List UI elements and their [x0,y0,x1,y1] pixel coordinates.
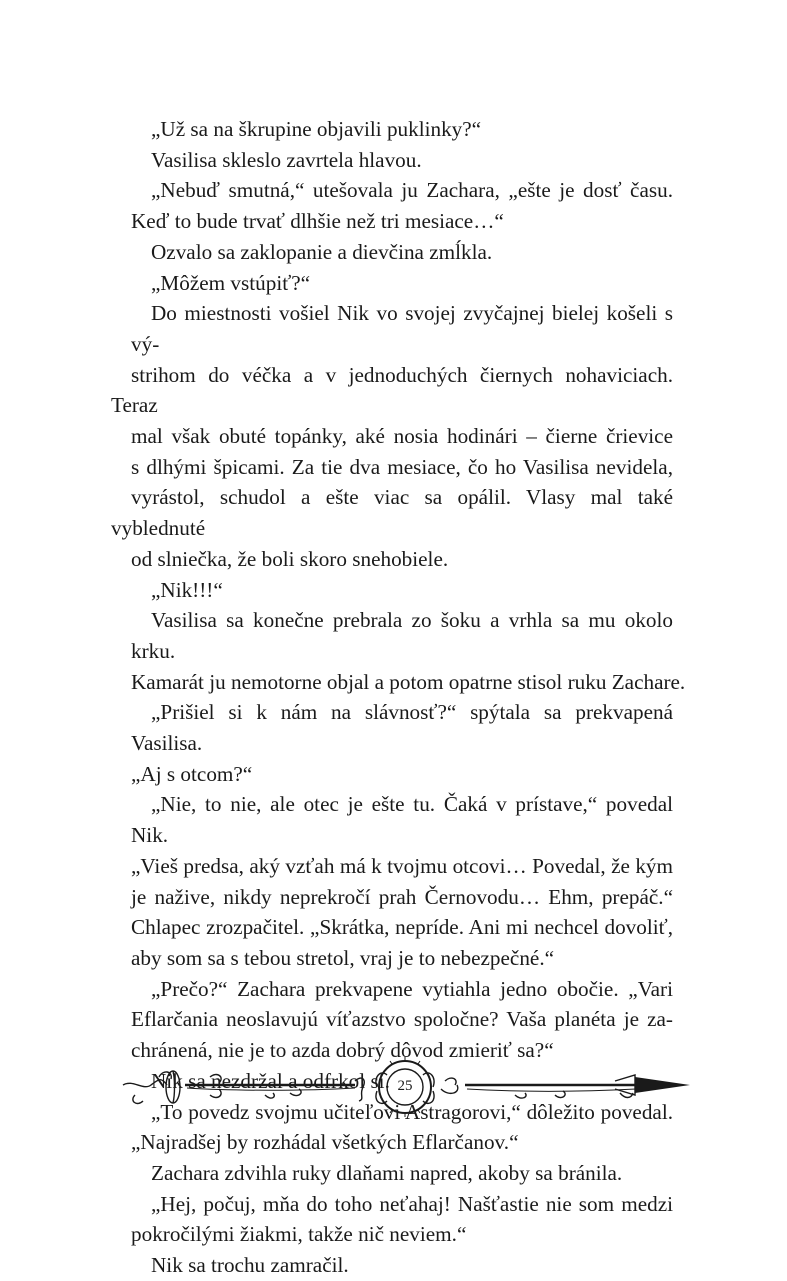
text-line: Eflarčania neoslavujú víťazstvo spoločne? Vaša planéta je za- [131,1007,673,1032]
paragraph [131,1158,673,1189]
paragraph [111,298,673,574]
text-line: Ozvalo sa zaklopanie a dievčina zmĺkla. [151,239,493,264]
text-line: „Prišiel si k nám na slávnosť?“ spýtala sa prekvapená Vasilisa. [131,700,673,756]
text-line: „Už sa na škrupine objavili puklinky?“ [151,117,482,141]
text-line: od slniečka, že boli skoro snehobiele. [131,546,449,571]
text-line: Nik sa nezdržal a odfrkol si. [151,1068,390,1093]
paragraph [131,1189,673,1250]
text-line: mal však obuté topánky, aké nosia hodinári – čierne črievice [131,424,673,449]
text-line: „Nie, to nie, ale otec je ešte tu. Čaká v prístave,“ povedal Nik. [131,792,673,848]
page-number: 25 [397,1078,413,1094]
text-line: vyrástol, schudol a ešte viac sa opálil. Vlasy mal také vyblednuté [111,485,673,541]
text-line: Chlapec zrozpačitel. „Skrátka, nepríde. Ani mi nechcel dovoliť, [131,915,673,940]
paragraph [131,175,673,236]
paragraph [131,697,673,789]
text-line: „Prečo?“ Zachara prekvapene vytiahla jedno obočie. „Vari [151,976,673,1001]
paragraph [131,974,673,1066]
text-line: „Môžem vstúpiť?“ [151,270,311,295]
text-line: „Nebuď smutná,“ utešovala ju Zachara, „ešte je dosť času. [151,178,673,203]
text-line: „Nik!!!“ [151,577,223,602]
text-line: s dlhými špicami. Za tie dva mesiace, čo ho Vasilisa nevidela, [131,454,673,479]
footer-ornament [115,1055,695,1125]
text-line: Kamarát ju nemotorne objal a potom opatrne stisol ruku Zachare. [131,669,686,694]
text-line: aby som sa s tebou stretol, vraj je to nebezpečné.“ [131,945,555,970]
text-line: „Aj s otcom?“ [131,761,253,786]
paragraph [131,145,673,176]
text-line: „To povedz svojmu učiteľovi Astragorovi,“ dôležito povedal. [151,1099,673,1124]
text-line: Do miestnosti vošiel Nik vo svojej zvyčajnej bielej košeli s vý- [131,301,673,356]
text-line: „Hej, počuj, mňa do toho neťahaj! Našťastie nie som medzi [151,1191,673,1216]
text-line: „Najradšej by rozhádal všetkých Eflarčanov.“ [131,1130,519,1155]
text-line: Zachara zdvihla ruky dlaňami napred, akoby sa bránila. [151,1160,623,1185]
paragraph [131,237,673,268]
text-line: pokročilými žiakmi, takže nič neviem.“ [131,1222,467,1247]
paragraph [131,605,686,697]
text-line: strihom do véčka a v jednoduchých čiernych nohaviciach. Teraz [111,362,673,418]
paragraph [131,114,673,145]
arrowhead-icon [635,1077,690,1093]
paragraph [131,268,673,299]
text-line: „Vieš predsa, aký vzťah má k tvojmu otcovi… Povedal, že kým [131,853,673,878]
text-line: chránená, nie je to azda dobrý dôvod zmieriť sa?“ [131,1038,554,1063]
text-line: Keď to bude trvať dlhšie než tri mesiace…“ [131,209,504,234]
paragraph [131,1250,673,1281]
text-line: Vasilisa sa konečne prebrala zo šoku a vrhla sa mu okolo krku. [131,608,673,663]
text-line: Nik sa trochu zamračil. [151,1253,349,1278]
paragraph [131,789,673,973]
paragraph [131,575,673,606]
text-line: Vasilisa skleslo zavrtela hlavou. [151,147,422,172]
text-line: je nažive, nikdy neprekročí prah Černovodu… Ehm, prepáč.“ [131,884,673,909]
